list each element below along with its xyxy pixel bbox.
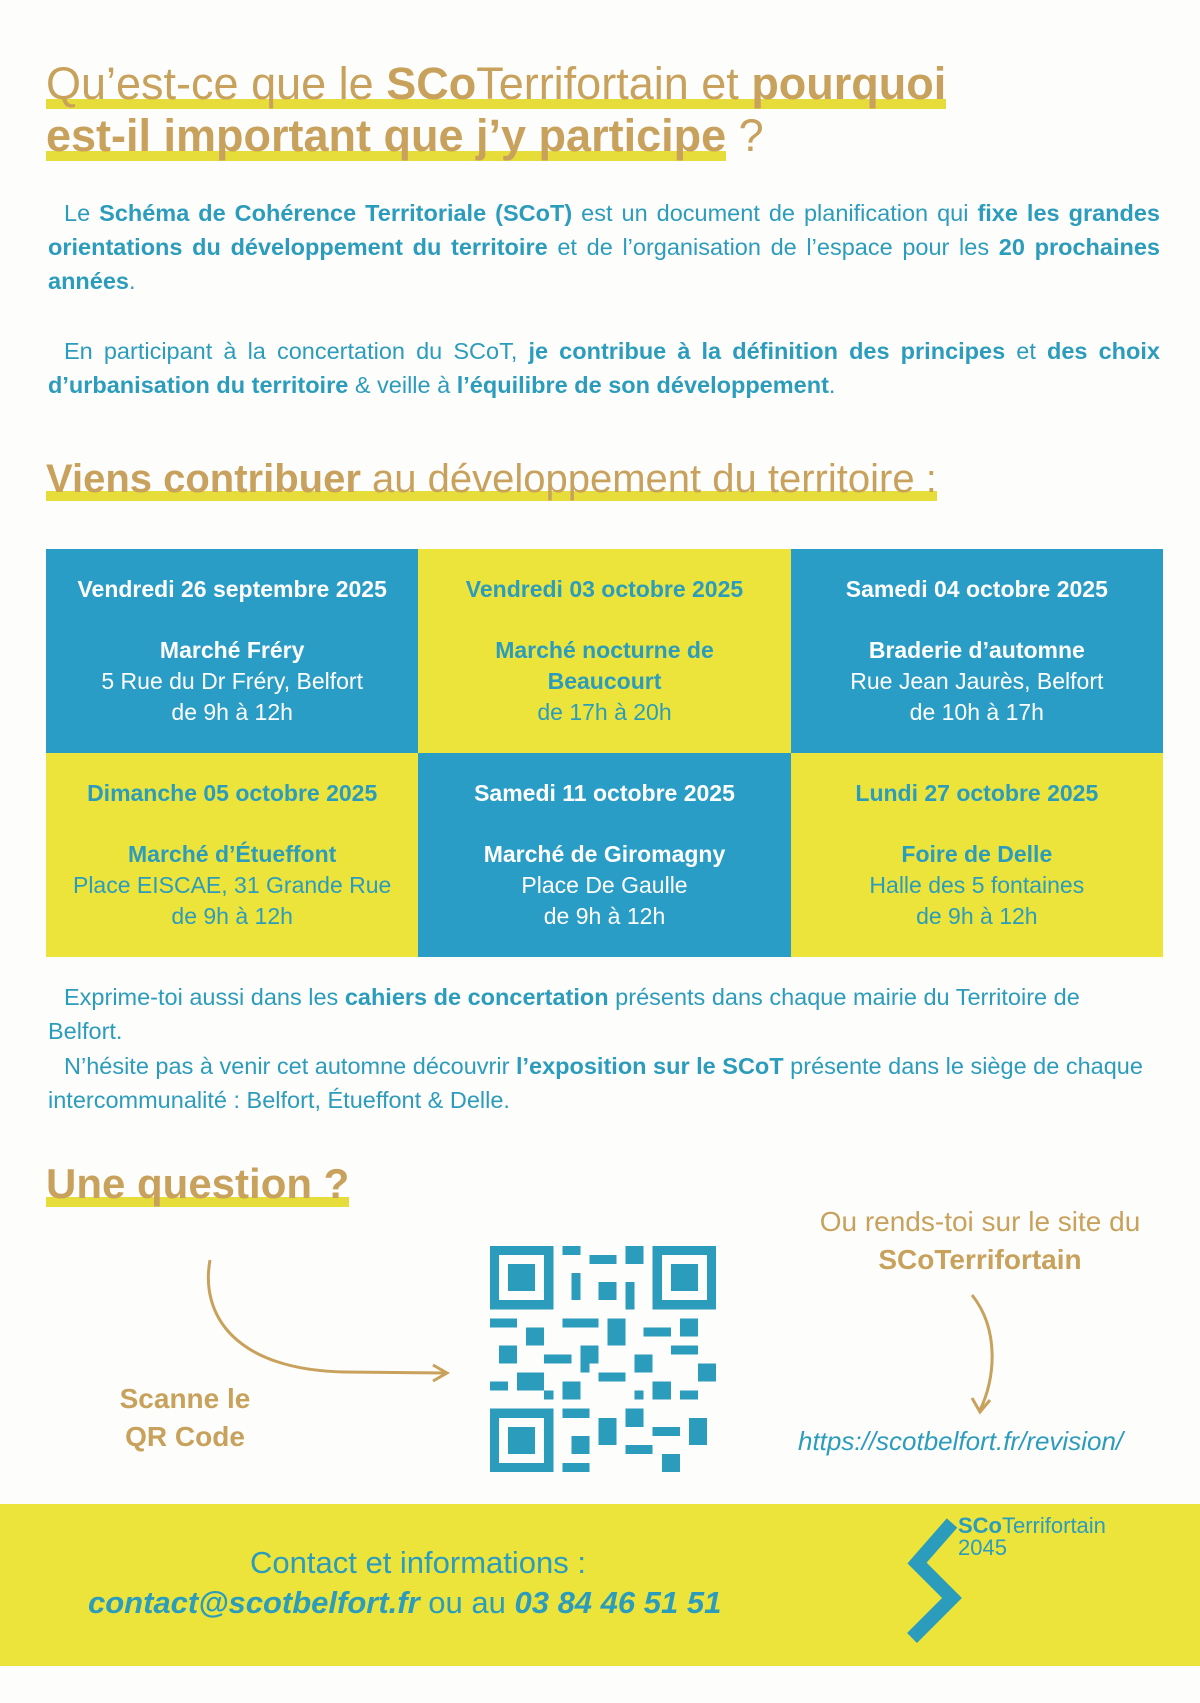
- event-address: Rue Jean Jaurès, Belfort: [850, 668, 1104, 694]
- event-card: [418, 549, 790, 753]
- event-place: Marché Fréry: [159, 637, 305, 663]
- text-bold: l’exposition sur le SCoT: [515, 1053, 784, 1079]
- events-heading-highlight: [46, 457, 937, 501]
- event-place: Marché d’Étueffont: [128, 841, 337, 867]
- event-date: Lundi 27 octobre 2025: [855, 780, 1099, 806]
- contact-email-link[interactable]: contact@scotbelfort.fr: [88, 1585, 420, 1620]
- title-text: Qu’est-ce que le: [46, 58, 387, 109]
- text-bold: je contribue à la définition des principes: [528, 338, 1006, 364]
- event-card: [791, 549, 1163, 753]
- event-date: Samedi 04 octobre 2025: [845, 576, 1108, 602]
- brand-rest: Terrifortain: [934, 1244, 1082, 1275]
- qr-code[interactable]: [490, 1246, 716, 1472]
- event-place: Marché de Giromagny: [483, 841, 726, 867]
- down-arrow-icon: [950, 1290, 1030, 1420]
- logo-sco: SCo: [958, 1513, 1002, 1538]
- text: En participant à la concertation du SCoT,: [64, 338, 529, 364]
- event-date: Vendredi 26 septembre 2025: [77, 576, 387, 602]
- text: Exprime-toi aussi dans les: [64, 984, 345, 1010]
- contact-phone-number[interactable]: 03 84 46 51 51: [514, 1585, 722, 1620]
- event-place: Marché nocturne de Beaucourt: [495, 637, 714, 694]
- event-hours: de 9h à 12h: [543, 903, 666, 929]
- event-card: [46, 753, 418, 957]
- website-link[interactable]: https://scotbelfort.fr/revision/: [798, 1426, 1124, 1456]
- logo-rest: Terrifortain: [1002, 1513, 1106, 1538]
- concertation-paragraph: [48, 980, 1160, 1048]
- contact-line: [88, 1585, 721, 1621]
- event-address: Place De Gaulle: [521, 872, 688, 898]
- event-hours: de 9h à 12h: [916, 903, 1038, 929]
- title-line-1: [46, 58, 946, 109]
- contact-label: Contact et informations :: [250, 1545, 586, 1580]
- events-heading-rest: au développement du territoire :: [360, 457, 937, 501]
- event-address: Place EISCAE, 31 Grande Rue: [72, 872, 392, 898]
- contact-middle-text: ou au: [419, 1585, 515, 1620]
- title-brand-sco: SCo: [386, 58, 477, 109]
- brand-sco: SCo: [878, 1244, 935, 1275]
- text-bold: l’équilibre de son développement: [456, 372, 829, 398]
- website-label-line-2: [790, 1241, 1170, 1279]
- event-address: 5 Rue du Dr Fréry, Belfort: [101, 668, 363, 694]
- event-hours: de 17h à 20h: [537, 699, 672, 725]
- text: & veille à: [348, 372, 457, 398]
- question-heading: [46, 1160, 349, 1208]
- website-label: [790, 1203, 1170, 1279]
- text-bold: cahiers de concertation: [344, 984, 609, 1010]
- text-bold: des choix d’urbanisation du territoire: [48, 338, 1160, 398]
- scan-line-1: Scanne le: [119, 1383, 251, 1414]
- page-title: [46, 58, 1146, 162]
- question-heading-text: Une question ?: [46, 1160, 350, 1207]
- logo-text: [958, 1515, 1106, 1559]
- logo-year: 2045: [958, 1535, 1007, 1560]
- text: .: [129, 268, 136, 294]
- event-hours: de 9h à 12h: [171, 903, 293, 929]
- event-date: Samedi 11 octobre 2025: [474, 780, 735, 806]
- title-line2-end: ?: [726, 110, 764, 161]
- events-heading: [46, 457, 937, 502]
- event-place: Foire de Delle: [901, 841, 1053, 867]
- event-hours: de 10h à 17h: [909, 699, 1044, 725]
- event-card: [46, 549, 418, 753]
- title-text-2: et: [688, 58, 752, 109]
- event-card: [791, 753, 1163, 957]
- text: et: [1005, 338, 1047, 364]
- text: Le: [64, 200, 100, 226]
- events-heading-bold: Viens contribuer: [46, 457, 361, 501]
- title-line-2: [46, 110, 1146, 162]
- event-date: Dimanche 05 octobre 2025: [87, 780, 378, 806]
- event-date: Vendredi 03 octobre 2025: [465, 576, 744, 602]
- text: présents dans chaque mairie du Territoire de Belfort.: [48, 984, 1080, 1044]
- text: et de l’organisation de l’espace pour les: [547, 234, 999, 260]
- events-grid: [46, 549, 1163, 957]
- title-line2-bold: est-il important que j’y participe: [46, 110, 727, 161]
- text-bold: 20 prochaines années: [48, 234, 1160, 294]
- event-card: [418, 753, 790, 957]
- scan-line-2: QR Code: [125, 1421, 245, 1452]
- intro-paragraph-2: [48, 334, 1160, 402]
- exposition-paragraph: [48, 1049, 1160, 1117]
- scan-qr-label: [90, 1380, 280, 1456]
- title-brand-rest: Terrifortain: [476, 58, 689, 109]
- website-label-line-1: Ou rends-toi sur le site du: [819, 1206, 1141, 1237]
- text: N’hésite pas à venir cet automne découvrir: [64, 1053, 516, 1079]
- text-bold: Schéma de Cohérence Territoriale (SCoT): [99, 200, 573, 226]
- intro-paragraph-1: [48, 196, 1160, 298]
- event-place: Braderie d’automne: [868, 637, 1085, 663]
- text: est un document de planification qui: [572, 200, 978, 226]
- text: présente dans le siège de chaque intercommunalité : Belfort, Étueffont & Delle.: [48, 1053, 1143, 1113]
- text: .: [828, 372, 836, 398]
- event-address: Halle des 5 fontaines: [869, 872, 1085, 898]
- event-hours: de 9h à 12h: [171, 699, 293, 725]
- text-bold: fixe les grandes orientations du développement du territoire: [48, 200, 1161, 260]
- title-pourquoi: pourquoi: [751, 58, 947, 109]
